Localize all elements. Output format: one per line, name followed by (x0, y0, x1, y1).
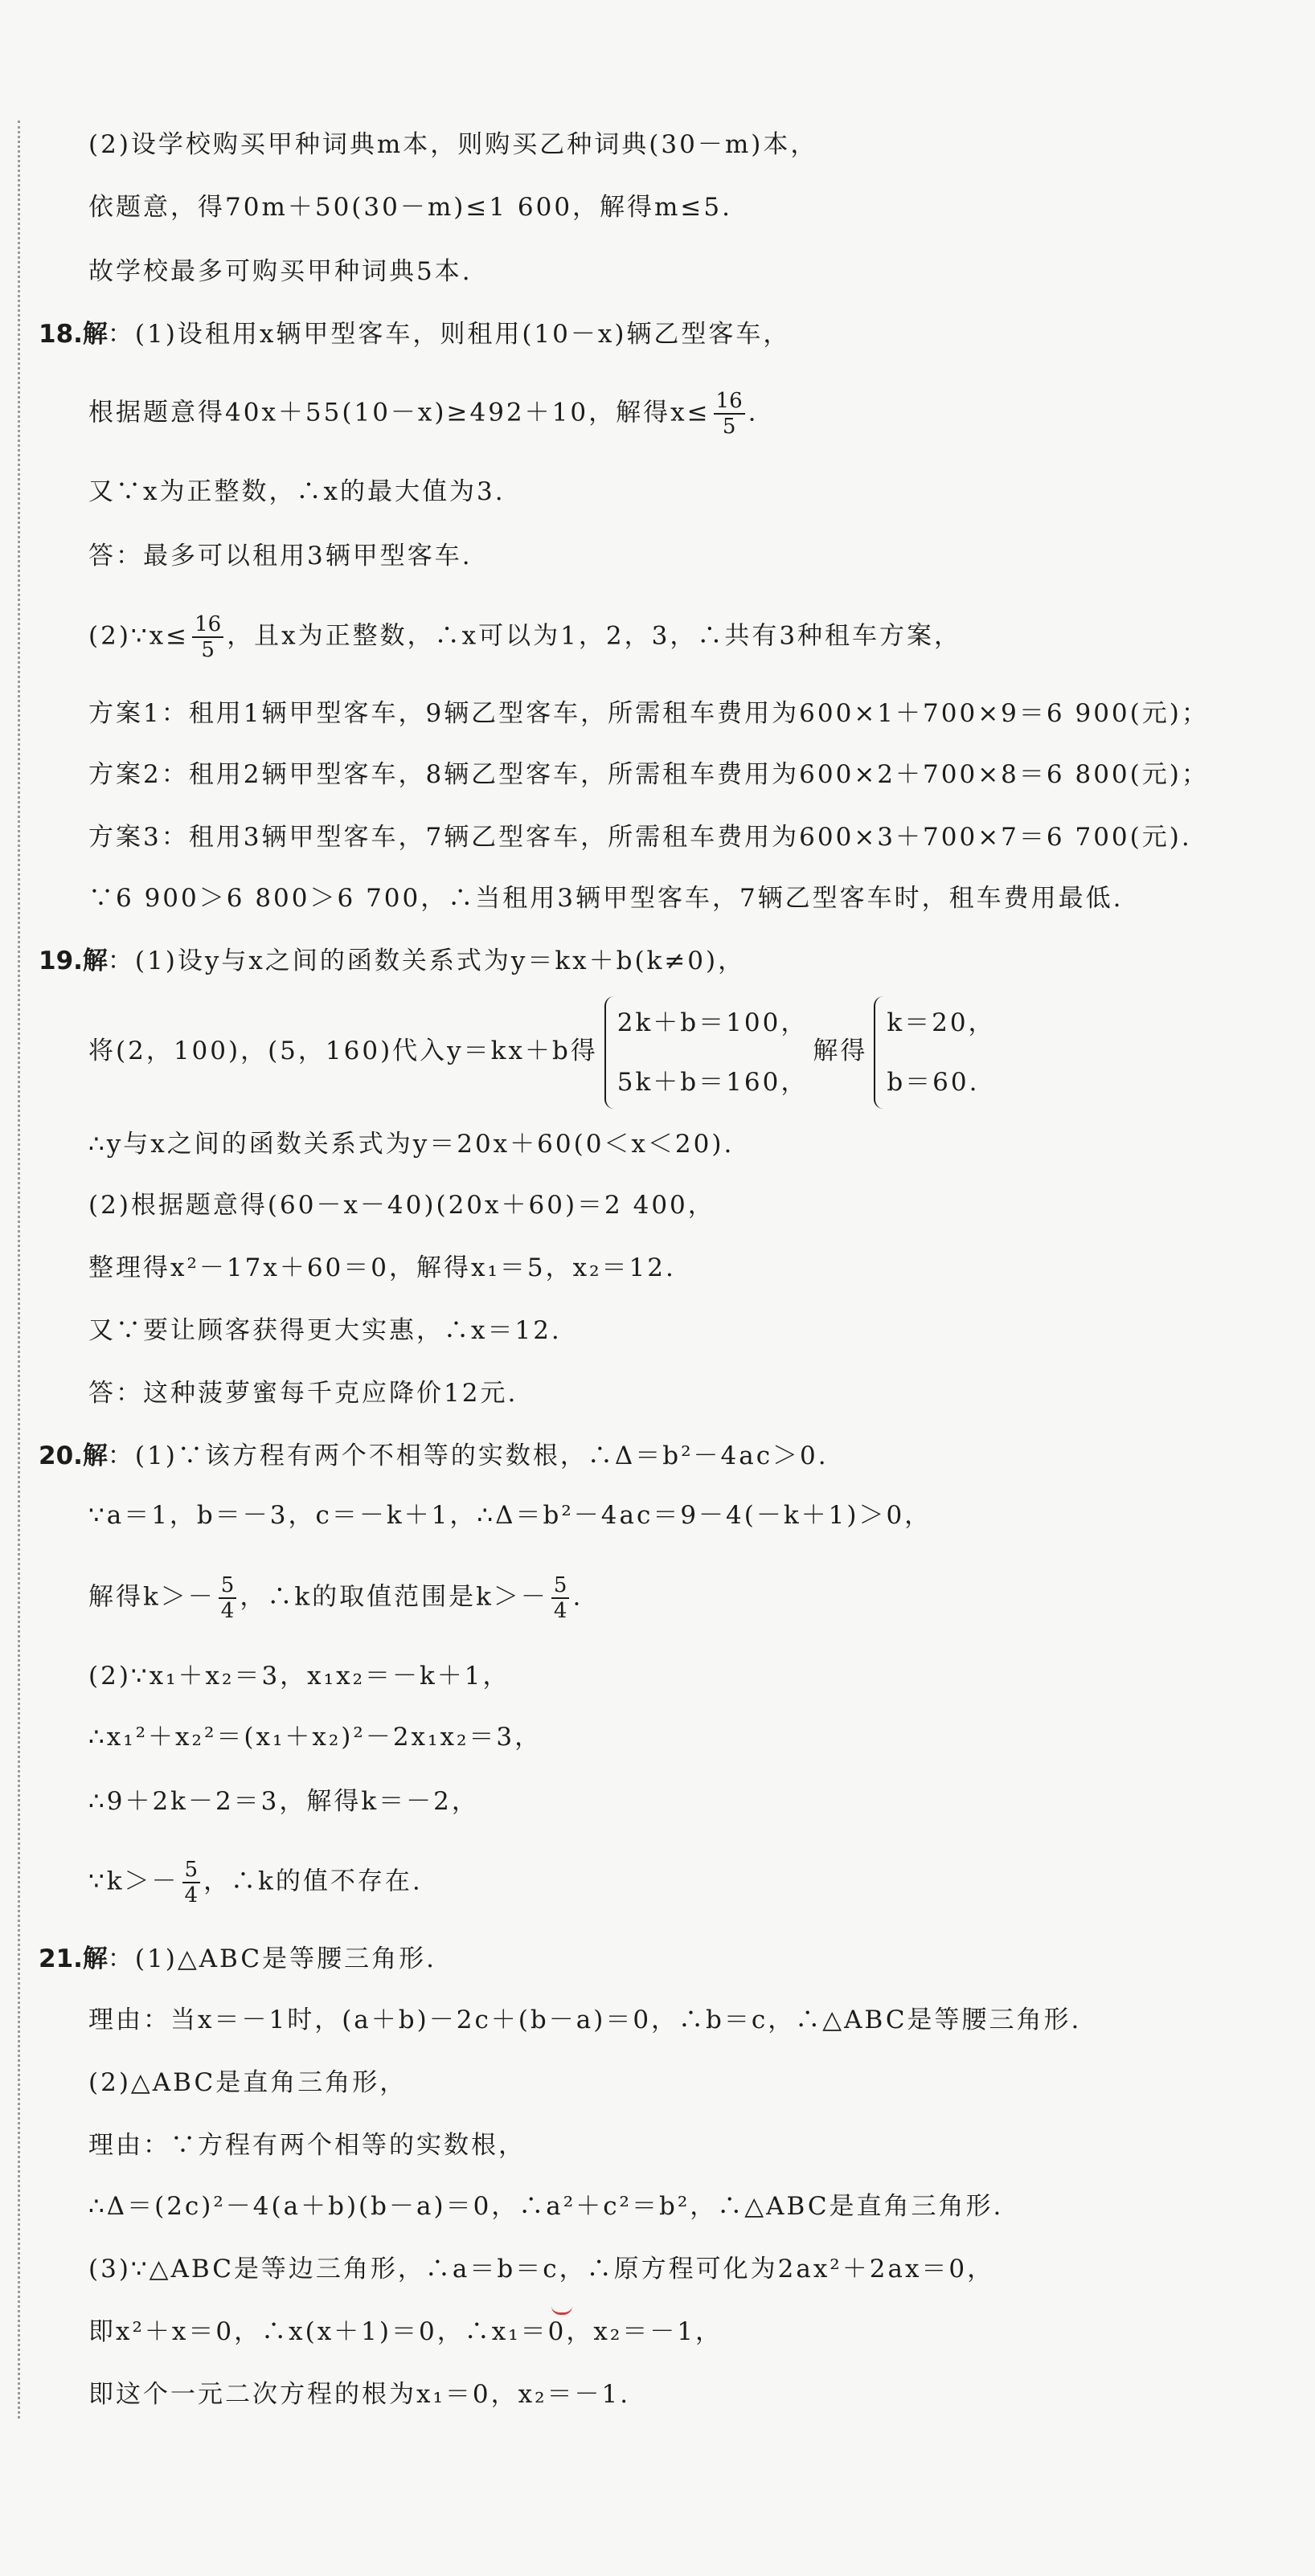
q18-line-9: ∵6 900＞6 800＞6 700，∴当租用3辆甲型客车，7辆乙型客车时，租车费用最低. (88, 884, 1124, 913)
q18-number: 18. (39, 320, 83, 349)
q20-line-3-end: . (572, 1582, 584, 1612)
q19-line-3: ∴y与x之间的函数关系式为y＝20x＋60(0＜x＜20). (88, 1130, 735, 1159)
system-1-eq-1: 2k＋b＝100， (617, 1008, 809, 1037)
fraction-numerator: 16 (714, 389, 745, 415)
q20-line-2: ∵a＝1，b＝－3，c＝－k＋1，∴Δ＝b²－4ac＝9－4(－k＋1)＞0， (88, 1501, 932, 1530)
q20-line-7-text: ∵k＞－ (88, 1867, 179, 1896)
fraction-denominator: 5 (722, 415, 736, 439)
q20-line-6: ∴9＋2k－2＝3，解得k＝－2， (88, 1787, 479, 1816)
margin-dotted-rule (18, 121, 20, 2419)
q21-line-8: 即这个一元二次方程的根为x₁＝0，x₂＝－1. (88, 2380, 631, 2409)
q18-line-1-text: ：(1)设租用x辆甲型客车，则租用(10－x)辆乙型客车， (107, 320, 791, 349)
system-1-eq-2: 5k＋b＝160， (617, 1067, 809, 1097)
q21-line-3: (2)△ABC是直角三角形， (88, 2068, 408, 2097)
q18-label: 解 (82, 320, 108, 349)
q18-line-3: 又∵x为正整数，∴x的最大值为3. (88, 477, 506, 506)
q19-line-5: 整理得x²－17x＋60＝0，解得x₁＝5，x₂＝12. (88, 1253, 676, 1282)
q18-line-7: 方案2：租用2辆甲型客车，8辆乙型客车，所需租车费用为600×2＋700×8＝6 800(元)； (88, 760, 1209, 789)
fraction-numerator: 16 (192, 612, 223, 638)
q20-line-1 (39, 1440, 829, 1472)
fraction-numerator: 5 (182, 1858, 201, 1883)
red-pen-mark (551, 2306, 572, 2315)
system-2-eq-2: b＝60. (887, 1067, 980, 1097)
fraction-numerator: 5 (219, 1573, 237, 1599)
q19-line-2 (88, 992, 1001, 1112)
q20-line-7 (88, 1858, 423, 1907)
q18-line-1 (39, 318, 790, 350)
q18-line-5 (88, 612, 961, 662)
q19-line-2-text: 将(2，100)，(5，160)代入y＝kx＋b得 (88, 1037, 598, 1065)
q20-line-4: (2)∵x₁＋x₂＝3，x₁x₂＝－k＋1， (88, 1662, 510, 1691)
fraction-5-4 (219, 1573, 237, 1623)
q20-line-3 (88, 1573, 583, 1623)
q21-number: 21. (39, 1944, 83, 1973)
q20-line-3-mid: ，∴k的取值范围是k＞－ (240, 1582, 548, 1612)
fraction-5-4 (182, 1858, 201, 1907)
q18-line-6: 方案1：租用1辆甲型客车，9辆乙型客车，所需租车费用为600×1＋700×9＝6 900(元)； (88, 699, 1209, 728)
q21-line-7: 即x²＋x＝0，∴x(x＋1)＝0，∴x₁＝0，x₂＝－1， (88, 2317, 723, 2346)
q21-line-6: (3)∵△ABC是等边三角形，∴a＝b＝c，∴原方程可化为2ax²＋2ax＝0， (88, 2255, 995, 2284)
q21-line-5: ∴Δ＝(2c)²－4(a＋b)(b－a)＝0，∴a²＋c²＝b²，∴△ABC是直角三角形. (88, 2192, 1004, 2221)
system-2-eq-1: k＝20， (887, 1008, 996, 1037)
q17-line-1: (2)设学校购买甲种词典m本，则购买乙种词典(30－m)本， (88, 130, 818, 159)
q19-label: 解 (82, 947, 108, 975)
q20-line-5: ∴x₁²＋x₂²＝(x₁＋x₂)²－2x₁x₂＝3， (88, 1723, 543, 1752)
q19-line-1 (39, 945, 745, 977)
q18-line-4: 答：最多可以租用3辆甲型客车. (88, 542, 473, 570)
fraction-denominator: 4 (184, 1883, 199, 1907)
fraction-denominator: 4 (220, 1599, 235, 1623)
q19-line-2-solve: 解得 (813, 1037, 868, 1065)
fraction-5-4 (551, 1573, 570, 1623)
q21-line-1-text: ：(1)△ABC是等腰三角形. (107, 1944, 436, 1973)
q21-label: 解 (82, 1944, 108, 1973)
q21-line-1 (39, 1943, 436, 1975)
equation-system-2 (872, 993, 995, 1112)
q17-line-2: 依题意，得70m＋50(30－m)≤1 600，解得m≤5. (88, 193, 732, 222)
q18-line-5-rest: ，且x为正整数，∴x可以为1，2，3，∴共有3种租车方案， (227, 621, 962, 651)
q17-line-3: 故学校最多可购买甲种词典5本. (88, 257, 473, 286)
q19-line-7: 答：这种菠萝蜜每千克应降价12元. (88, 1379, 518, 1408)
q19-number: 19. (39, 947, 83, 975)
q21-line-2: 理由：当x＝－1时，(a＋b)－2c＋(b－a)＝0，∴b＝c，∴△ABC是等腰三角形. (88, 2006, 1082, 2034)
q18-line-2-end: . (748, 398, 759, 427)
fraction-16-5 (714, 389, 745, 439)
q20-label: 解 (82, 1441, 108, 1470)
q18-line-2 (88, 389, 759, 439)
q20-line-1-text: ：(1)∵该方程有两个不相等的实数根，∴Δ＝b²－4ac＞0. (107, 1441, 829, 1470)
q18-line-8: 方案3：租用3辆甲型客车，7辆乙型客车，所需租车费用为600×3＋700×7＝6 700(元). (88, 823, 1192, 852)
q18-line-5-text: (2)∵x≤ (88, 621, 190, 651)
q21-line-4: 理由：∵方程有两个相等的实数根， (88, 2131, 526, 2160)
fraction-16-5 (192, 612, 223, 662)
q20-number: 20. (39, 1441, 83, 1470)
q20-line-7-rest: ，∴k的值不存在. (203, 1867, 423, 1896)
fraction-denominator: 5 (201, 638, 215, 662)
q20-line-3-text: 解得k＞－ (88, 1582, 215, 1612)
q19-line-1-text: ：(1)设y与x之间的函数关系式为y＝kx＋b(k≠0)， (107, 947, 746, 975)
q19-line-6: 又∵要让顾客获得更大实惠，∴x＝12. (88, 1316, 562, 1345)
fraction-numerator: 5 (551, 1573, 570, 1599)
fraction-denominator: 4 (553, 1599, 567, 1623)
q19-line-4: (2)根据题意得(60－x－40)(20x＋60)＝2 400， (88, 1191, 715, 1220)
equation-system-1 (603, 993, 809, 1112)
q18-line-2-text: 根据题意得40x＋55(10－x)≥492＋10，解得x≤ (88, 398, 711, 427)
